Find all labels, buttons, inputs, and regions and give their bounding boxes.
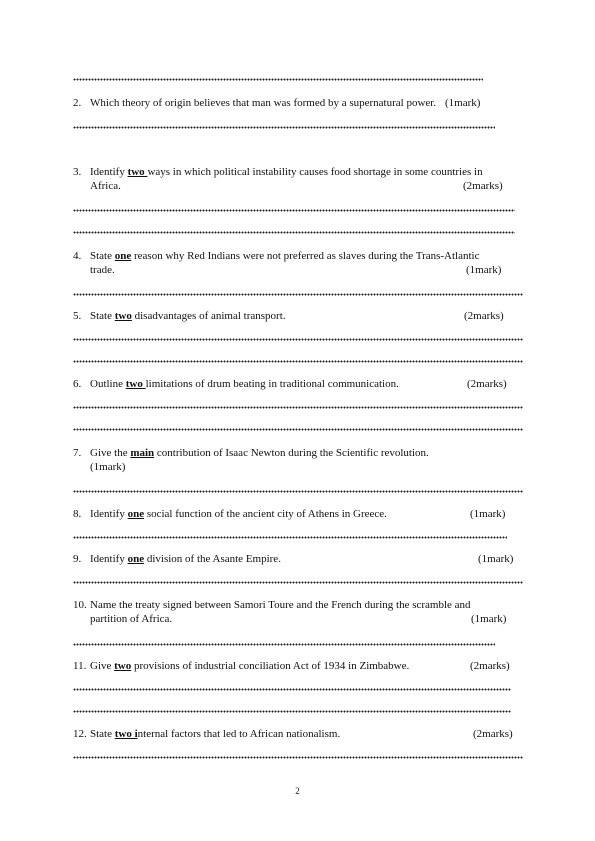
answer-line <box>73 581 523 584</box>
question-text: Outline two limitations of drum beating in traditional communication. <box>90 378 399 390</box>
question-number: 6. <box>73 378 82 390</box>
key-word: two i <box>114 728 138 740</box>
question-marks: (2marks) <box>473 728 513 740</box>
answer-line <box>73 338 523 341</box>
question-marks: (2marks) <box>470 660 510 672</box>
key-word: one <box>127 508 145 520</box>
key-word: two <box>114 660 132 672</box>
question-number: 9. <box>73 553 82 565</box>
question-text: Give two provisions of industrial conciliation Act of 1934 in Zimbabwe. <box>90 660 410 672</box>
answer-line <box>73 293 523 296</box>
question-number: 5. <box>73 310 82 322</box>
answer-line <box>73 536 507 539</box>
answer-line <box>73 710 511 713</box>
answer-line <box>73 126 495 129</box>
question-text-line2: trade. <box>90 264 115 276</box>
question-text: Identify one social function of the ancient city of Athens in Greece. <box>90 508 387 520</box>
question-number: 2. <box>73 97 82 109</box>
answer-line <box>73 209 515 212</box>
answer-line <box>73 360 523 363</box>
key-word: one <box>127 553 145 565</box>
answer-line <box>73 78 483 81</box>
question-text-line2: Africa. <box>90 180 121 192</box>
question-text: State one reason why Red Indians were not preferred as slaves during the Trans-Atlantic <box>90 250 480 262</box>
answer-line <box>73 231 515 234</box>
answer-line <box>73 428 523 431</box>
question-marks: (1mark) <box>466 264 502 276</box>
question-text: Name the treaty signed between Samori Toure and the French during the scramble and <box>90 599 471 611</box>
key-word: main <box>130 447 155 459</box>
question-marks: (1mark) <box>90 461 126 473</box>
question-number: 8. <box>73 508 82 520</box>
question-marks: (1mark) <box>470 508 506 520</box>
key-word: two <box>114 310 132 322</box>
question-marks: (1mark) <box>478 553 514 565</box>
page-number: 2 <box>295 786 300 796</box>
question-marks: (2marks) <box>464 310 504 322</box>
question-number: 10. <box>73 599 87 611</box>
key-word: two <box>127 166 148 178</box>
question-text: Which theory of origin believes that man was formed by a supernatural power. <box>90 97 437 109</box>
question-marks: (2marks) <box>463 180 503 192</box>
key-word: one <box>114 250 132 262</box>
question-marks: (1mark) <box>471 613 507 625</box>
question-number: 7. <box>73 447 82 459</box>
key-word: two <box>125 378 146 390</box>
question-marks: (2marks) <box>467 378 507 390</box>
question-number: 3. <box>73 166 82 178</box>
question-text: Identify one division of the Asante Empire. <box>90 553 281 565</box>
question-number: 11. <box>73 660 87 672</box>
question-text: State two internal factors that led to African nationalism. <box>90 728 341 740</box>
question-number: 4. <box>73 250 82 262</box>
question-text: State two disadvantages of animal transport. <box>90 310 286 322</box>
question-marks: (1mark) <box>445 97 481 109</box>
question-text: Identify two ways in which political instability causes food shortage in some countries in <box>90 166 483 178</box>
question-text: Give the main contribution of Isaac Newton during the Scientific revolution. <box>90 447 429 459</box>
question-text-line2: partition of Africa. <box>90 613 173 625</box>
answer-line <box>73 490 523 493</box>
answer-line <box>73 643 495 646</box>
question-number: 12. <box>73 728 87 740</box>
answer-line <box>73 688 511 691</box>
answer-line <box>73 406 523 409</box>
answer-line <box>73 756 523 759</box>
